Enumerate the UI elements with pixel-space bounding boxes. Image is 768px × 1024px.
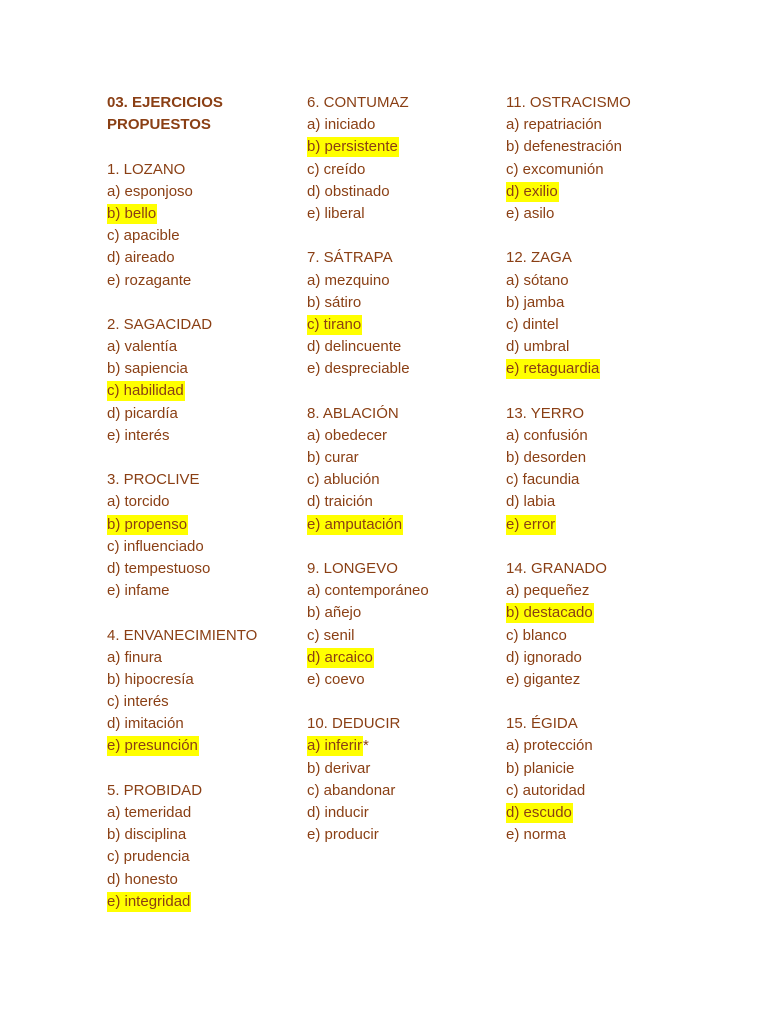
answer-option [307, 358, 507, 380]
question-title-text: 3. PROCLIVE [107, 471, 200, 489]
answer-option [506, 824, 706, 846]
option-text: e) despreciable [307, 360, 410, 378]
answer-option [307, 114, 507, 136]
answer-option [107, 491, 307, 513]
answer-option [107, 403, 307, 425]
answer-option [307, 159, 507, 181]
option-text: a) inferir [307, 737, 363, 755]
option-text: e) norma [506, 826, 567, 844]
question-title [506, 247, 706, 269]
question-title-text: 14. GRANADO [506, 559, 607, 577]
question-block [506, 713, 706, 846]
option-text: c) facundia [506, 471, 580, 489]
option-text: c) blanco [506, 626, 567, 644]
answer-option [307, 181, 507, 203]
answer-option [107, 358, 307, 380]
question-title [107, 780, 307, 802]
answer-option [506, 491, 706, 513]
answer-option [107, 425, 307, 447]
answer-option [307, 602, 507, 624]
answer-option [506, 625, 706, 647]
answer-option [107, 536, 307, 558]
option-text: c) abandonar [307, 781, 396, 799]
option-text: c) ablución [307, 471, 380, 489]
answer-option-highlighted [506, 358, 706, 380]
spacer [107, 758, 307, 780]
answer-option [506, 292, 706, 314]
answer-option-highlighted [107, 891, 307, 913]
option-text: b) destacado [506, 604, 593, 622]
answer-option-highlighted [307, 514, 507, 536]
spacer [506, 691, 706, 713]
question-title [506, 403, 706, 425]
option-text: c) senil [307, 626, 355, 644]
option-text: d) arcaico [307, 648, 373, 666]
option-text: a) mezquino [307, 271, 390, 289]
option-text: c) habilidad [107, 382, 184, 400]
answer-option [506, 647, 706, 669]
option-text: b) defenestración [506, 138, 622, 156]
option-text: b) curar [307, 449, 359, 466]
option-text: b) bello [107, 204, 157, 222]
header-line-1: 03. EJERCICIOS [107, 94, 223, 111]
question-block [107, 625, 307, 780]
answer-option-highlighted [307, 647, 507, 669]
question-title [506, 92, 706, 114]
option-text: e) producir [307, 826, 379, 844]
answer-option [506, 314, 706, 336]
option-text: b) propenso [107, 515, 188, 533]
option-text: e) retaguardia [506, 360, 600, 378]
option-text: d) ignorado [506, 648, 582, 666]
question-block [307, 247, 507, 402]
option-text: e) liberal [307, 204, 365, 222]
option-text: c) excomunión [506, 160, 604, 178]
answer-option [506, 580, 706, 602]
option-text: b) disciplina [107, 826, 187, 844]
option-text: a) esponjoso [107, 182, 193, 200]
answer-option [506, 447, 706, 469]
question-title-text: 9. LONGEVO [307, 559, 398, 577]
answer-option [307, 425, 507, 447]
option-text: c) tirano [307, 315, 362, 333]
option-text: d) umbral [506, 338, 570, 356]
option-text: d) delincuente [307, 338, 402, 356]
question-title [307, 403, 507, 425]
question-title-text: 7. SÁTRAPA [307, 249, 393, 267]
option-text: d) traición [307, 493, 373, 511]
option-text: a) repatriación [506, 116, 602, 134]
option-text: c) prudencia [107, 848, 190, 866]
answer-option [107, 824, 307, 846]
column-2 [307, 92, 507, 846]
question-title-text: 1. LOZANO [107, 160, 186, 178]
spacer [307, 536, 507, 558]
question-title [307, 713, 507, 735]
option-text: e) interés [107, 426, 170, 444]
answer-option [107, 580, 307, 602]
question-title-text: 10. DEDUCIR [307, 715, 401, 733]
question-title-text: 2. SAGACIDAD [107, 315, 213, 333]
option-text: e) asilo [506, 204, 555, 222]
option-text: e) presunción [107, 737, 198, 755]
answer-option [107, 247, 307, 269]
answer-option [307, 447, 507, 469]
spacer [307, 691, 507, 713]
option-text: b) sátiro [307, 293, 362, 311]
answer-option [506, 425, 706, 447]
question-block [307, 92, 507, 247]
option-text: d) aireado [107, 249, 175, 267]
spacer [107, 602, 307, 624]
answer-option [107, 869, 307, 891]
answer-option-highlighted [307, 314, 507, 336]
option-text: d) picardía [107, 404, 178, 422]
question-title [307, 247, 507, 269]
option-text: b) añejo [307, 604, 362, 622]
asterisk-mark: * [363, 737, 369, 755]
answer-option [307, 758, 507, 780]
answer-option-highlighted [506, 602, 706, 624]
answer-option [307, 780, 507, 802]
answer-option [307, 270, 507, 292]
header-line-2: PROPUESTOS [107, 116, 211, 134]
option-text: a) confusión [506, 426, 588, 444]
answer-option [506, 469, 706, 491]
answer-option [506, 336, 706, 358]
question-block [307, 713, 507, 846]
answer-option [107, 647, 307, 669]
option-text: b) desorden [506, 449, 587, 466]
question-title [107, 314, 307, 336]
answer-option [107, 225, 307, 247]
answer-option [506, 136, 706, 158]
question-block [506, 403, 706, 558]
option-text: e) amputación [307, 515, 403, 533]
spacer [107, 447, 307, 469]
spacer [307, 225, 507, 247]
answer-option [107, 181, 307, 203]
answer-option [107, 802, 307, 824]
option-text: d) exilio [506, 182, 558, 200]
question-title-text: 6. CONTUMAZ [307, 94, 409, 111]
option-text: c) creído [307, 160, 366, 178]
option-text: d) escudo [506, 804, 572, 821]
answer-option [307, 292, 507, 314]
answer-option [506, 114, 706, 136]
answer-option [307, 469, 507, 491]
option-text: a) obedecer [307, 426, 388, 444]
option-text: a) torcido [107, 493, 170, 511]
answer-option [307, 824, 507, 846]
question-title-text: 8. ABLACIÓN [307, 404, 399, 422]
answer-option-highlighted [307, 136, 507, 158]
answer-option-highlighted [107, 735, 307, 757]
spacer [107, 136, 307, 158]
option-text: a) temeridad [107, 804, 192, 821]
answer-option-highlighted [506, 181, 706, 203]
option-text: e) integridad [107, 892, 191, 910]
question-title [107, 159, 307, 181]
option-text: a) sótano [506, 271, 569, 289]
option-text: a) contemporáneo [307, 582, 429, 600]
question-title-text: 5. PROBIDAD [107, 781, 203, 799]
answer-option [107, 691, 307, 713]
answer-option [506, 203, 706, 225]
answer-option [107, 846, 307, 868]
question-block [506, 558, 706, 713]
answer-option-highlighted [107, 203, 307, 225]
answer-option-highlighted [506, 514, 706, 536]
answer-option [506, 159, 706, 181]
question-block [107, 314, 307, 469]
answer-option [107, 336, 307, 358]
option-text: b) derivar [307, 759, 371, 777]
option-text: b) persistente [307, 138, 398, 156]
answer-option-highlighted [307, 735, 507, 757]
answer-option-highlighted [506, 802, 706, 824]
option-text: e) error [506, 515, 556, 533]
option-text: c) dintel [506, 315, 559, 333]
option-text: b) sapiencia [107, 360, 188, 378]
question-block [307, 558, 507, 713]
question-block [307, 403, 507, 558]
answer-option [506, 270, 706, 292]
option-text: e) gigantez [506, 670, 581, 688]
option-text: c) autoridad [506, 781, 586, 799]
answer-option [107, 270, 307, 292]
option-text: a) iniciado [307, 116, 376, 134]
column-1 [107, 92, 307, 913]
answer-option [506, 669, 706, 691]
answer-option [107, 713, 307, 735]
option-text: d) obstinado [307, 182, 390, 200]
question-title [506, 713, 706, 735]
answer-option [506, 758, 706, 780]
answer-option [307, 669, 507, 691]
option-text: a) valentía [107, 338, 178, 356]
question-block [107, 469, 307, 624]
option-text: a) pequeñez [506, 582, 590, 600]
spacer [506, 536, 706, 558]
answer-option [307, 491, 507, 513]
answer-option [307, 203, 507, 225]
answer-option [107, 558, 307, 580]
question-title [107, 625, 307, 647]
spacer [506, 225, 706, 247]
question-title-text: 13. YERRO [506, 404, 585, 422]
option-text: d) inducir [307, 804, 369, 821]
spacer [506, 380, 706, 402]
question-title [506, 558, 706, 580]
answer-option [307, 336, 507, 358]
column-3 [506, 92, 706, 846]
question-title [107, 469, 307, 491]
question-block [107, 780, 307, 913]
option-text: d) tempestuoso [107, 559, 211, 577]
option-text: c) apacible [107, 227, 180, 245]
answer-option-highlighted [107, 514, 307, 536]
question-title-text: 15. ÉGIDA [506, 715, 578, 733]
answer-option [307, 580, 507, 602]
question-block [506, 92, 706, 247]
question-block [506, 247, 706, 402]
option-text: e) rozagante [107, 271, 192, 289]
option-text: d) labia [506, 493, 556, 511]
option-text: d) imitación [107, 715, 184, 733]
answer-option [307, 625, 507, 647]
question-block [107, 159, 307, 314]
question-title-text: 12. ZAGA [506, 249, 572, 267]
answer-option [107, 669, 307, 691]
option-text: b) jamba [506, 293, 565, 311]
question-title-text: 4. ENVANECIMIENTO [107, 626, 258, 644]
option-text: b) planicie [506, 759, 575, 777]
question-title-text: 11. OSTRACISMO [506, 94, 631, 111]
spacer [307, 380, 507, 402]
answer-option [506, 780, 706, 802]
spacer [107, 292, 307, 314]
option-text: c) influenciado [107, 537, 204, 555]
option-text: e) infame [107, 582, 170, 600]
question-title [307, 92, 507, 114]
option-text: a) finura [107, 648, 163, 666]
answer-option-highlighted [107, 380, 307, 402]
option-text: d) honesto [107, 870, 178, 888]
option-text: a) protección [506, 737, 593, 755]
option-text: e) coevo [307, 670, 365, 688]
question-title [307, 558, 507, 580]
option-text: b) hipocresía [107, 670, 194, 688]
answer-option [307, 802, 507, 824]
option-text: c) interés [107, 693, 169, 711]
answer-option [506, 735, 706, 757]
